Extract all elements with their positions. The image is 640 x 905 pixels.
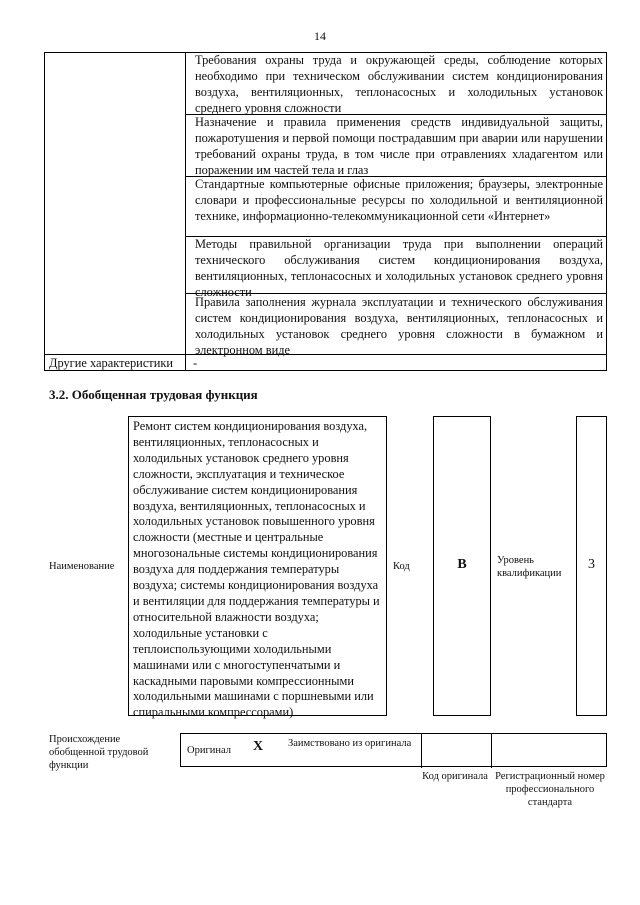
borrowed-label: Заимствовано из оригинала (288, 738, 412, 749)
other-characteristics-value: - (193, 356, 198, 370)
table-cell: Стандартные компьютерные офисные приложения; браузеры, электронные словари и профессиональные ресурсы по холодильной и вентиляционной технике, информационно-телекоммуникационной сети «Интернет» (195, 177, 603, 223)
original-mark: X (253, 739, 264, 754)
registration-number-caption: Регистрационный номер профессионального стандарта (495, 771, 605, 808)
table-divider (185, 52, 186, 371)
table-cell: Правила заполнения журнала эксплуатации и технического обслуживания систем кондиционирования воздуха, вентиляционных, теплонасосных и холодильных установок среднего уровня сложности в бумажном и электронном виде (195, 295, 603, 357)
code-label: Код (393, 561, 410, 572)
code-value: B (457, 557, 467, 572)
origin-divider (421, 734, 422, 768)
table-cell: Назначение и правила применения средств индивидуальной защиты, пожаротушения и первой помощи пострадавшим при аварии или нарушении требований охраны труда, в том числе при отравлениях хладагентом или поражении им частей тела и глаз (195, 115, 603, 177)
page-number: 14 (314, 29, 326, 43)
qualification-level-label: Уровень квалификации (497, 555, 562, 579)
original-label: Оригинал (187, 745, 231, 756)
origin-divider (491, 734, 492, 768)
other-characteristics-label: Другие характеристики (49, 356, 174, 370)
section-title: 3.2. Обобщенная трудовая функция (49, 387, 258, 402)
function-name-value: Ремонт систем кондиционирования воздуха, вентиляционных, теплонасосных и холодильных установок среднего уровня сложности, эксплуатация и техническое обслуживание систем кондиционирования воздуха, вентиляционных, теплонасосных и холодильных установок повышенного уровня сложности (местные и центральные многозональные системы кондиционирования воздуха для поддержания температуры воздуха; системы кондиционирования воздуха и вентиляции для поддержания температуры и относительной влажности воздуха; холодильные установки с теплоиспользующими холодильными машинами или с многоступенчатыми и каскадными паровыми компрессионными холодильными машинами с поршневыми или спиральными компрессорами) (133, 419, 380, 720)
origin-label: Происхождение обобщенной трудовой функции (49, 734, 149, 771)
table-cell: Методы правильной организации труда при выполнении операций технического обслуживания систем кондиционирования воздуха, вентиляционных, теплонасосных и холодильных установок среднего уровня сложности (195, 237, 603, 299)
table-cell: Требования охраны труда и окружающей среды, соблюдение которых необходимо при техническом обслуживании систем кондиционирования воздуха, вентиляционных, теплонасосных и холодильных установок среднего уровня сложности (195, 53, 603, 115)
name-label: Наименование (49, 561, 115, 572)
code-original-caption: Код оригинала (422, 771, 488, 782)
qualification-level-value: 3 (588, 557, 595, 572)
